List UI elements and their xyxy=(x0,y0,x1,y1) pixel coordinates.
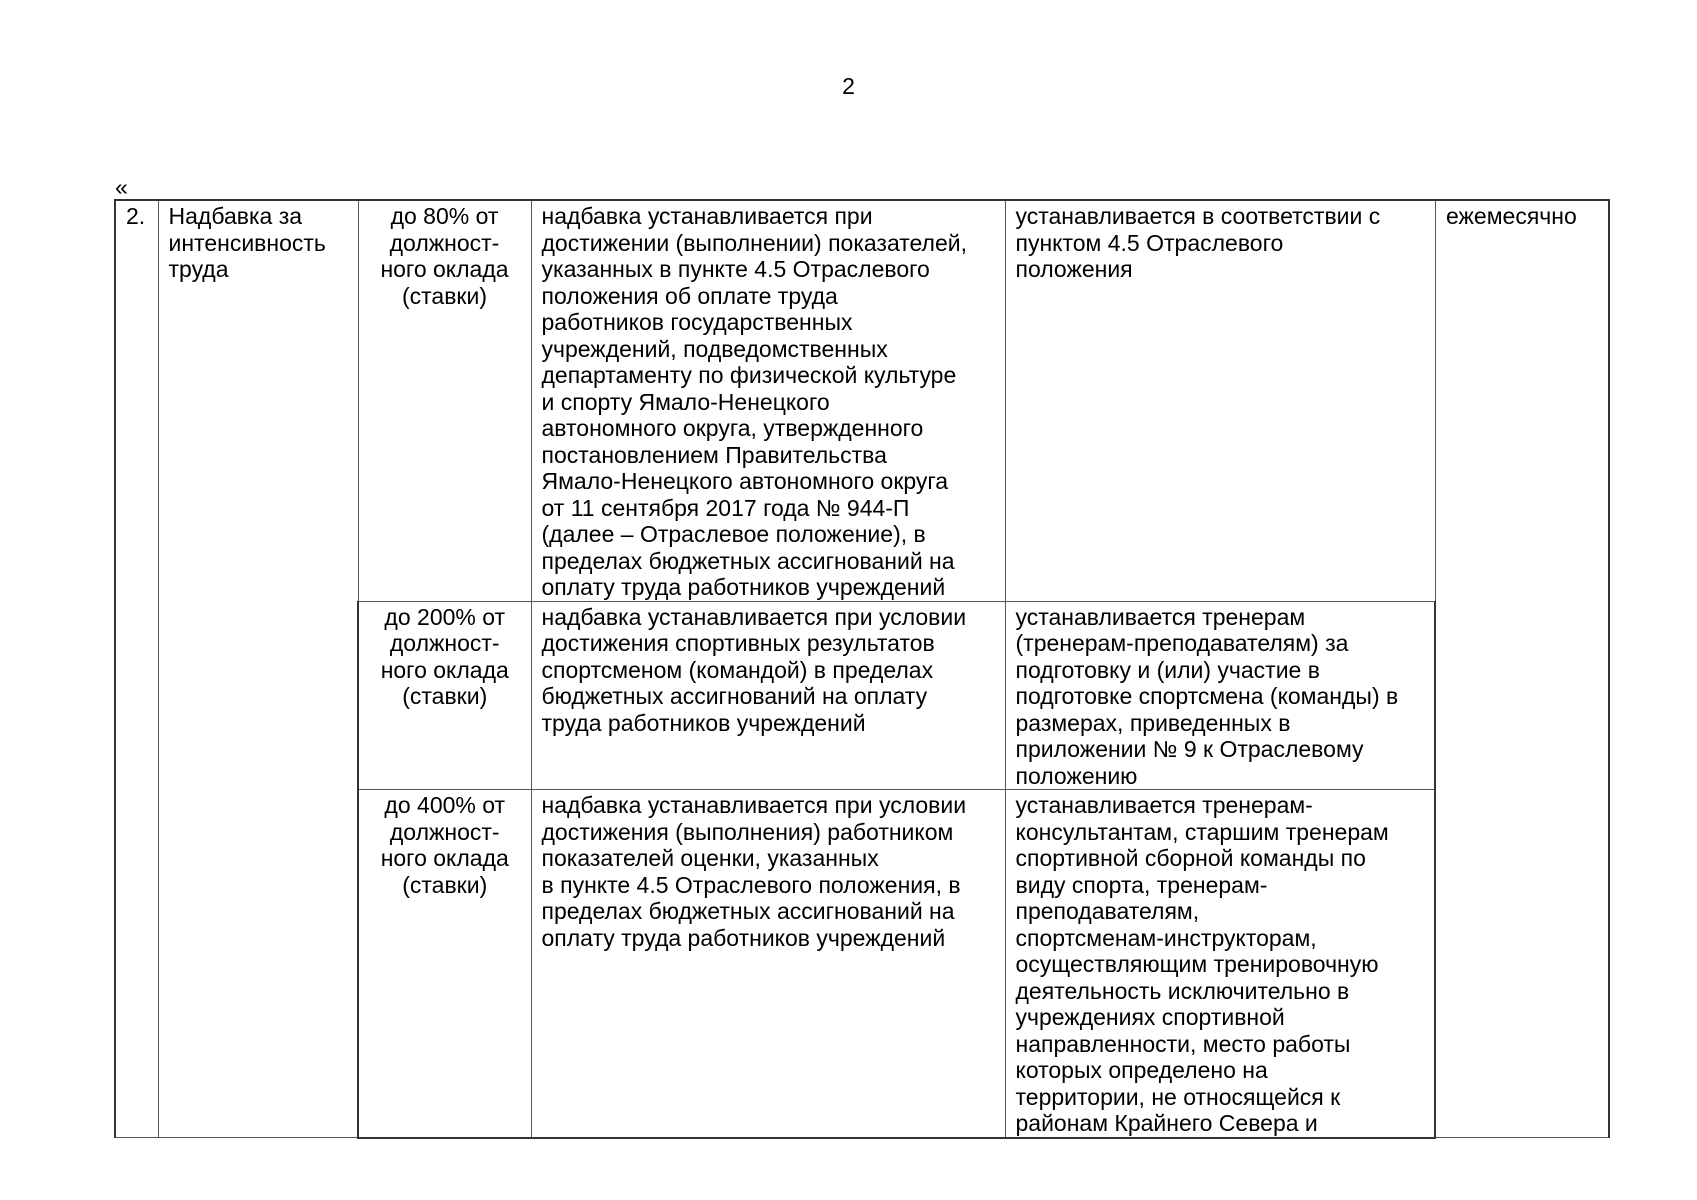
applicability-cell xyxy=(1005,601,1435,790)
amount-text: до 400% от должност- ного оклада (ставки) xyxy=(380,792,509,898)
row-number-cell xyxy=(115,200,158,1138)
amount-text: до 80% от должност- ного оклада (ставки) xyxy=(380,203,509,309)
applicability-cell xyxy=(1005,200,1435,601)
frequency-text: ежемесячно xyxy=(1446,203,1577,229)
table-row xyxy=(115,200,1609,601)
amount-cell xyxy=(358,790,531,1138)
applicability-text: устанавливается тренерам (тренерам-преподавателям) за подготовку и (или) участие в подготовке спортсмена (команды) в размерах, приведенных в приложении № 9 к Отраслевому положению xyxy=(1015,603,1399,789)
applicability-text: устанавливается в соответствии с пунктом 4.5 Отраслевого положения xyxy=(1015,203,1381,282)
allowance-name: Надбавка за интенсивность труда xyxy=(168,203,326,282)
allowance-name-cell xyxy=(158,200,358,1138)
amount-cell xyxy=(358,601,531,790)
condition-text: надбавка устанавливается при условии достижения (выполнения) работником показателей оценки, указанных в пункте 4.5 Отраслевого положения, в пределах бюджетных ассигнований на оплату труда работников учреждений xyxy=(541,792,967,951)
amount-cell xyxy=(358,200,531,601)
condition-cell xyxy=(531,200,1005,601)
row-number: 2. xyxy=(126,203,146,229)
opening-quote-mark: « xyxy=(115,174,128,200)
applicability-cell xyxy=(1005,790,1435,1138)
applicability-text: устанавливается тренерам- консультантам, старшим тренерам спортивной сборной команды по виду спорта, тренерам- преподавателям, спортсменам-инструкторам, осуществляющим тренировочную деятельность исключительно в учреждениях спортивной направленности, место работы которых определено на территории, не относящейся к районам Крайнего Севера и xyxy=(1015,792,1389,1136)
condition-cell xyxy=(531,790,1005,1138)
page-number: 2 xyxy=(842,73,855,99)
allowance-table xyxy=(114,199,1610,1139)
frequency-cell xyxy=(1435,200,1609,1138)
condition-text: надбавка устанавливается при условии достижения спортивных результатов спортсменом (командой) в пределах бюджетных ассигнований на оплату труда работников учреждений xyxy=(541,603,967,736)
amount-text: до 200% от должност- ного оклада (ставки) xyxy=(380,603,509,709)
condition-cell xyxy=(531,601,1005,790)
condition-text: надбавка устанавливается при достижении (выполнении) показателей, указанных в пункте 4.5 Отраслевого положения об оплате труда работников государственных учреждений, подведомственных департаменту по физической культуре и спорту Ямало-Ненецкого автономного округа, утвержденного постановлением Правительства Ямало-Ненецкого автономного округа от 11 сентября 2017 года № 944-П (далее – Отраслевое положение), в пределах бюджетных ассигнований на оплату труда работников учреждений xyxy=(541,203,967,600)
